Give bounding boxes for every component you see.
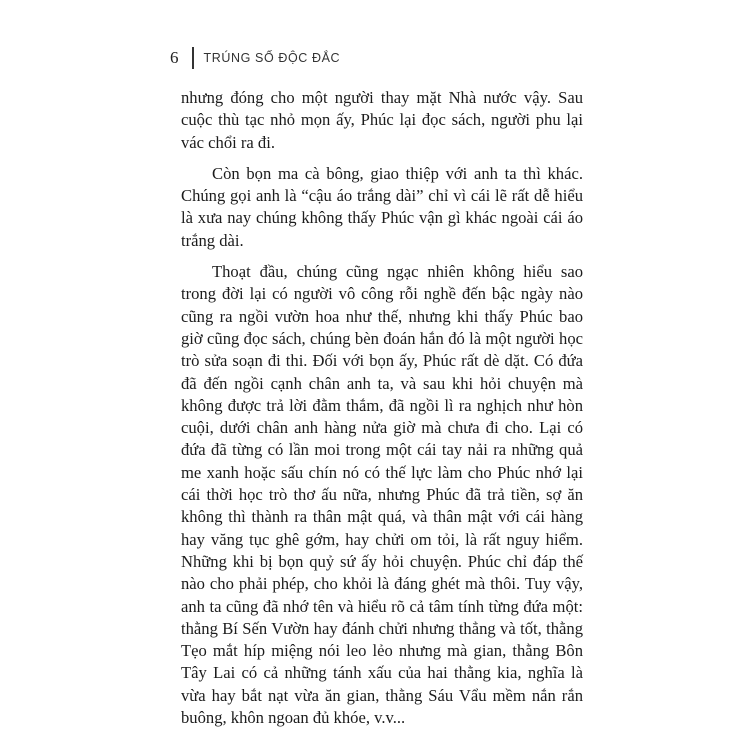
header-divider (192, 47, 194, 69)
paragraph-1: nhưng đóng cho một người thay mặt Nhà nước vậy. Sau cuộc thù tạc nhỏ mọn ấy, Phúc lại đọc sách, người phu lại vác chổi ra đi. (181, 88, 583, 152)
running-header (170, 47, 340, 69)
body-text (181, 87, 583, 738)
page-number: 6 (170, 48, 179, 67)
paragraph-2: Còn bọn ma cà bông, giao thiệp với anh ta thì khác. Chúng gọi anh là “cậu áo trắng dài” chỉ vì cái lẽ rất dễ hiểu là xưa nay chúng không thấy Phúc vận gì khác ngoài cái áo trắng dài. (181, 163, 583, 250)
book-title: TRÚNG SỐ ĐỘC ĐẮC (203, 51, 341, 65)
paragraph-3: Thoạt đầu, chúng cũng ngạc nhiên không hiểu sao trong đời lại có người vô công rỗi nghề đến bậc ngày nào cũng ra ngồi vườn hoa như thế, nhưng khi thấy Phúc bao giờ cũng đọc sách, chúng bèn đoán hắn đó là một người học trò sửa soạn đi thi. Đối với bọn ấy, Phúc rất dè dặt. Có đứa đã đến ngồi cạnh chân anh ta, và sau khi hỏi chuyện mà không được trả lời đằm thắm, đã ngồi lì ra nghịch như hòn cuội, dưới chân anh hàng nửa giờ mà chưa đi cho. Lại có đứa đã từng có lần moi trong một cái tay nải ra những quả me xanh hoặc sấu chín nó có thế lực làm cho Phúc nhớ lại cái thời học trò thơ ấu nữa, nhưng Phúc đã trả tiền, sợ ăn không thì thành ra thân mật quá, và thân mật với cái hàng hay văng tục ghê gớm, hay chửi om tỏi, là rất nguy hiểm. Những khi bị bọn quỷ sứ ấy hỏi chuyện. Phúc chỉ đáp thế nào cho phải phép, cho khỏi là đáng ghét mà thôi. Tuy vậy, anh ta cũng đã nhớ tên và hiểu rõ cả tâm tính từng đứa một: thằng Bí Sến Vườn hay đánh chửi nhưng thẳng và tốt, thằng Tẹo mắt híp miệng nói leo lẻo nhưng mà gian, thằng Bôn Tây Lai có cả những tánh xấu của hai thằng kia, nghĩa là vừa hay bắt nạt vừa ăn gian, thằng Sáu Vẩu mềm nắn rắn buông, khôn ngoan đủ khóe, v.v... (181, 262, 583, 728)
